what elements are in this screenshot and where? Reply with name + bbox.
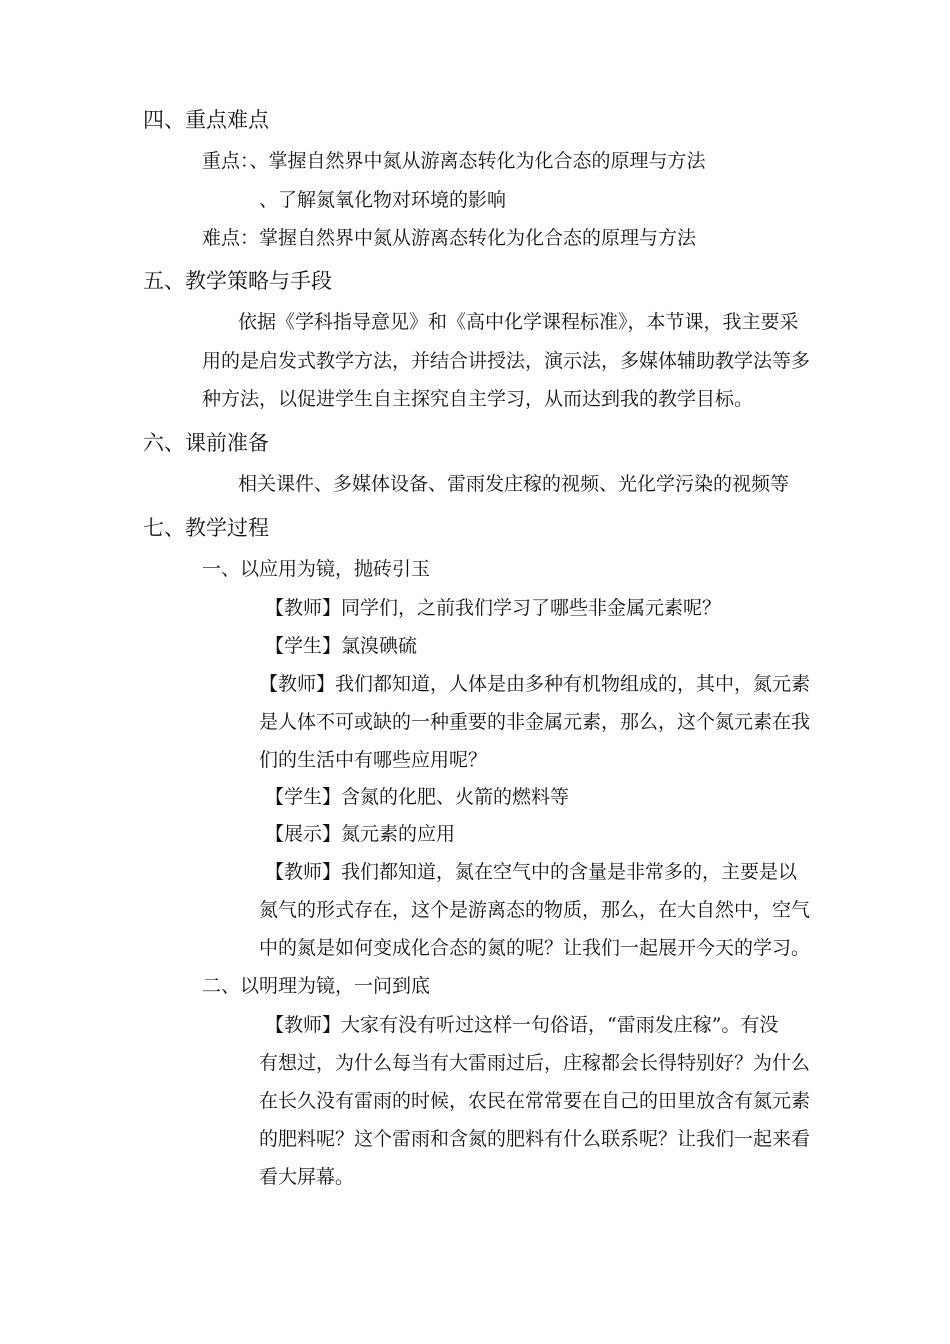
- strategy-line: 依据《学科指导意见》和《高中化学课程标准》，本节课，我主要采: [238, 311, 799, 333]
- preparation-text: 相关课件、多媒体设备、雷雨发庄稼的视频、光化学污染的视频等: [238, 473, 790, 495]
- dialogue-line: 氮气的形式存在，这个是游离态的物质，那么，在大自然中，空气: [259, 899, 811, 921]
- section-7-heading: 七、教学过程: [143, 516, 269, 540]
- process-part-1-title: 一、以应用为镜，抛砖引玉: [202, 558, 431, 580]
- section-4-heading: 四、重点难点: [143, 108, 269, 132]
- dialogue-line: 有想过，为什么每当有大雷雨过后，庄稼都会长得特别好？为什么: [259, 1052, 811, 1074]
- dialogue-line: 中的氮是如何变成化合态的氮的呢？让我们一起展开今天的学习。: [259, 937, 811, 959]
- dialogue-line: 【教师】我们都知道，人体是由多种有机物组成的，其中，氮元素: [259, 673, 811, 695]
- dialogue-line: 【学生】含氮的化肥、火箭的燃料等: [265, 786, 570, 808]
- dialogue-line: 【学生】氯溴碘硫: [265, 635, 418, 657]
- dialogue-line: 【教师】大家有没有听过这样一句俗语，“雷雨发庄稼”。有没: [265, 1014, 779, 1036]
- strategy-line: 种方法，以促进学生自主探究自主学习，从而达到我的教学目标。: [202, 388, 754, 410]
- dialogue-line: 【教师】我们都知道，氮在空气中的含量是非常多的，主要是以: [265, 861, 798, 883]
- dialogue-line: 【教师】同学们，之前我们学习了哪些非金属元素呢？: [265, 597, 722, 619]
- key-point-1-text: 、掌握自然界中氮从游离态转化为化合态的原理与方法: [249, 150, 706, 172]
- dialogue-line: 是人体不可或缺的一种重要的非金属元素，那么，这个氮元素在我: [259, 711, 811, 733]
- key-point-1: [202, 149, 706, 173]
- dialogue-line: 在长久没有雷雨的时候，农民在常常要在自己的田里放含有氮元素: [259, 1090, 811, 1112]
- section-6-heading: 六、课前准备: [143, 431, 269, 455]
- key-point-2: 、了解氮氧化物对环境的影响: [259, 189, 507, 211]
- dialogue-line: 看大屏幕。: [259, 1166, 355, 1188]
- difficulty-point: 难点：掌握自然界中氮从游离态转化为化合态的原理与方法: [202, 227, 697, 249]
- key-label: 重点：: [202, 150, 250, 172]
- section-5-heading: 五、教学策略与手段: [143, 269, 332, 293]
- dialogue-line: 【展示】氮元素的应用: [265, 823, 456, 845]
- strategy-line: 用的是启发式教学方法，并结合讲授法，演示法，多媒体辅助教学法等多: [202, 350, 811, 372]
- dialogue-line: 们的生活中有哪些应用呢？: [259, 749, 488, 771]
- process-part-2-title: 二、以明理为镜，一问到底: [202, 975, 431, 997]
- dialogue-line: 的肥料呢？这个雷雨和含氮的肥料有什么联系呢？让我们一起来看: [259, 1128, 811, 1150]
